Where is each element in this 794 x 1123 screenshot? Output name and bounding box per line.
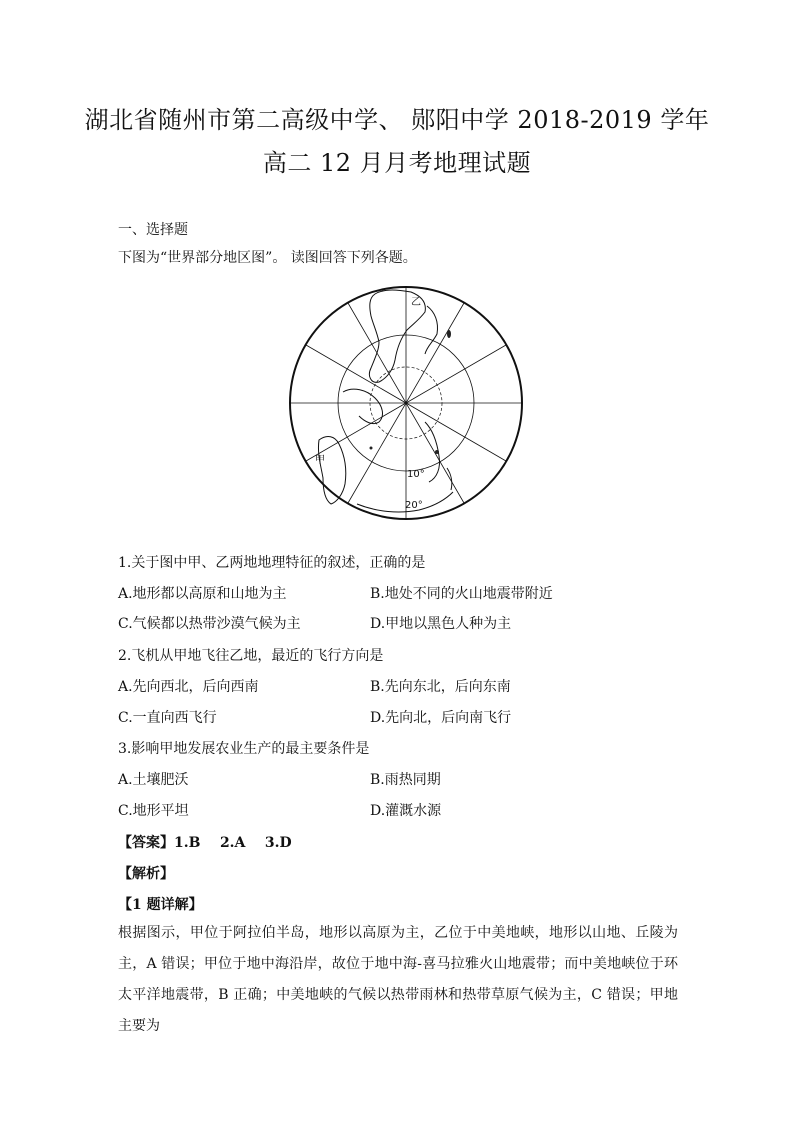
world-region-map: [287, 272, 525, 534]
answer-line: 【答案】1.B 2.A 3.D: [118, 835, 292, 851]
section-header: 一、选择题: [118, 222, 188, 238]
document-title-line1: 湖北省随州市第二高级中学、 郧阳中学 2018-2019 学年: [84, 106, 710, 134]
question-2-option-a: A.先向西北，后向西南: [118, 679, 259, 695]
document-title-line2: 高二 12 月月考地理试题: [262, 149, 532, 177]
question-1-option-c: C.气候都以热带沙漠气候为主: [118, 616, 301, 632]
detail-header: 【1 题详解】: [118, 897, 203, 913]
question-1-option-a: A.地形都以高原和山地为主: [118, 586, 287, 602]
question-2-stem: 2.飞机从甲地飞往乙地，最近的飞行方向是: [118, 648, 384, 664]
meridian-lines: [290, 287, 522, 519]
question-3-option-d: D.灌溉水源: [370, 803, 442, 819]
question-3-option-a: A.土壤肥沃: [118, 772, 189, 788]
question-intro: 下图为“世界部分地区图”。 读图回答下列各题。: [118, 250, 417, 266]
question-2-option-b: B.先向东北，后向东南: [370, 679, 511, 695]
question-3-option-c: C.地形平坦: [118, 803, 189, 819]
map-label-lat-20: 20°: [405, 500, 423, 511]
analysis-header: 【解析】: [118, 866, 174, 882]
coastline-outlines: [318, 290, 453, 512]
detail-explanation-paragraph: 根据图示，甲位于阿拉伯半岛，地形以高原为主，乙位于中美地峡，地形以山地、丘陵为主，A 错误；甲位于地中海沿岸，故位于地中海-喜马拉雅火山地震带；而中美地峡位于环太平洋地震带，B 正确；中美地峡的气候以热带雨林和热带草原气候为主，C 错误；甲地主要为: [118, 925, 678, 1034]
question-2-option-c: C.一直向西飞行: [118, 710, 217, 726]
question-1-stem: 1.关于图中甲、乙两地地理特征的叙述，正确的是: [118, 555, 426, 571]
small-islands: [370, 330, 452, 454]
question-1-option-b: B.地处不同的火山地震带附近: [370, 586, 553, 602]
polar-projection-map-figure: [287, 272, 525, 534]
map-label-yi: 乙: [411, 297, 421, 308]
question-1-option-d: D.甲地以黑色人种为主: [370, 616, 512, 632]
map-label-jia: 甲: [315, 455, 325, 466]
question-2-option-d: D.先向北，后向南飞行: [370, 710, 512, 726]
map-label-lat-10: 10°: [407, 469, 425, 480]
question-3-option-b: B.雨热同期: [370, 772, 441, 788]
question-3-stem: 3.影响甲地发展农业生产的最主要条件是: [118, 741, 370, 757]
